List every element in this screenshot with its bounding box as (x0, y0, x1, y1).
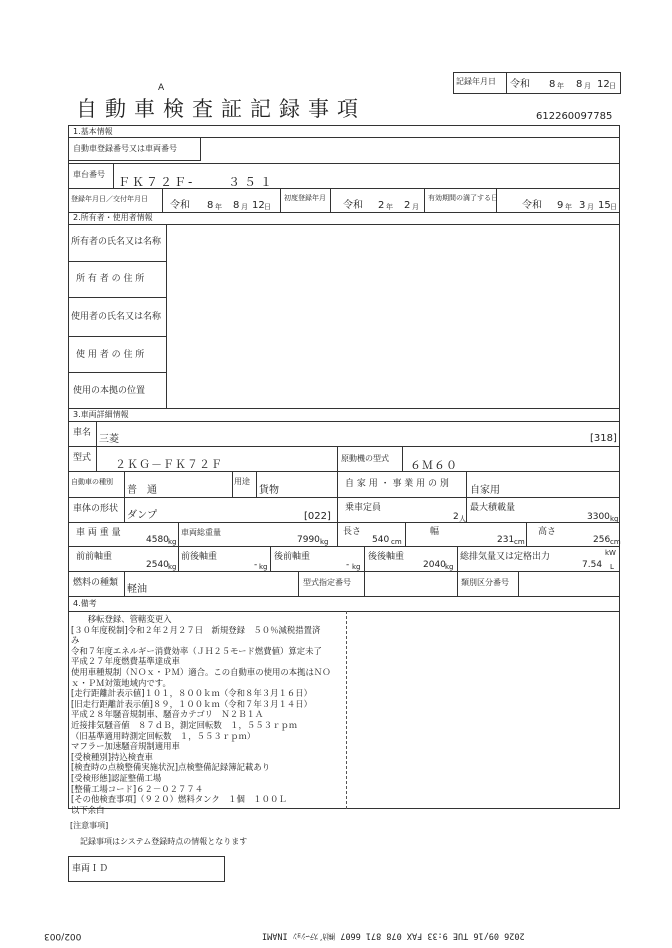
remarks-line: [整備工場コード]６２－０２７７４ (71, 783, 204, 794)
engine-model-value: ６Ｍ６０ (410, 459, 458, 472)
vehicle-weight-label: 車 両 重 量 (76, 528, 121, 538)
rear-front-axle-value: - (346, 560, 350, 570)
displacement-label: 総排気量又は定格出力 (460, 552, 551, 562)
make-value: 三菱 (99, 434, 119, 445)
capacity-value: 2 (453, 512, 459, 522)
remarks-line: [３０年度税制]令和２年２月２７日 新規登録 ５０％減税措置済 (71, 624, 321, 635)
owner-name-label: 所有者の氏名又は名称 (71, 237, 162, 247)
record-date-label: 記録年月日 (456, 77, 496, 86)
remarks-line: [旧走行距離計表示値]８９，１００ｋｍ（令和７年３月１４日） (71, 698, 313, 709)
record-date-day: 12 (597, 79, 610, 90)
remarks-line: マフラー加速騒音規制適用車 (71, 741, 180, 752)
notes-label: [注意事項] (70, 821, 109, 830)
remarks-line: [受検種別]持込検査車 (71, 751, 153, 762)
private-business-label: 自 家 用 ・ 事 業 用 の 別 (345, 479, 449, 489)
chassis-number-prefix: ＦＫ７２Ｆ- (118, 175, 195, 189)
remarks-line: ｘ・ＰＭ対策地域内です。 (71, 677, 171, 688)
front-rear-axle-label: 前後軸重 (181, 552, 218, 562)
rear-rear-axle-label: 後後軸重 (368, 552, 405, 562)
owner-address-label: 所 有 者 の 住 所 (76, 274, 145, 284)
body-shape-label: 車体の形状 (73, 504, 119, 514)
document-number: 612260097785 (536, 111, 613, 122)
vehicle-kind-label: 自動車の種別 (71, 478, 113, 486)
engine-model-label: 原動機の型式 (341, 454, 389, 463)
model-value: ２ＫＧ－ＦＫ７２Ｆ (115, 458, 223, 471)
remarks-line: （旧基準適用時測定回転数 １，５５３ｒｐｍ） (71, 730, 256, 741)
user-name-label: 使用者の氏名又は名称 (71, 312, 162, 322)
section-remarks: 4.備考 (73, 599, 97, 608)
private-business-value: 自家用 (470, 485, 500, 496)
corner-mark: A (158, 83, 165, 93)
expiry-date-era: 令和 (522, 200, 542, 211)
model-label: 型式 (73, 453, 92, 463)
front-rear-axle-value: - (254, 560, 258, 570)
remarks-line: 平成２８年騒音規制車、騒音カテゴリ Ｎ２Ｂ１Ａ (71, 709, 264, 720)
front-front-axle-value: 2540 (146, 560, 169, 570)
fuel-type-value: 軽油 (127, 584, 147, 595)
body-shape-value: ダンプ (127, 510, 158, 521)
registration-number-label: 自動車登録番号又は車両番号 (73, 144, 177, 153)
page-title: 自動車検査証記録事項 (76, 97, 366, 121)
front-front-axle-label: 前前軸重 (76, 552, 113, 562)
height-value: 256 (593, 535, 611, 545)
expiry-date-label: 有効期間の満了する日 (428, 194, 498, 202)
make-code: [318] (590, 433, 617, 444)
remarks-line: 使用車種規制（ＮＯｘ・ＰＭ）適合。この自動車の使用の本拠はＮＯ (71, 666, 331, 677)
issue-date-era: 令和 (170, 200, 190, 211)
vehicle-kind-value: 普 通 (127, 485, 157, 496)
max-load-value: 3300 (587, 512, 610, 522)
gross-weight-label: 車両総重量 (181, 528, 221, 537)
remarks-line: 以下余白 (71, 804, 105, 815)
rear-rear-axle-value: 2040 (423, 560, 446, 570)
length-value: 540 (372, 535, 390, 545)
remarks-line: [走行距離計表示値]１０１，８００ｋｍ（令和８年３月１６日） (71, 688, 313, 699)
fuel-type-label: 燃料の種類 (73, 578, 119, 588)
record-date-year: 8 (549, 79, 556, 90)
classification-label: 類別区分番号 (461, 578, 509, 587)
width-label: 幅 (430, 527, 440, 537)
remarks-line: [受検形態]認証整備工場 (71, 772, 162, 783)
remarks-line: [その他検査事項]（９２０）燃料タンク １個 １００Ｌ (71, 794, 287, 805)
rear-front-axle-label: 後前軸重 (274, 552, 311, 562)
vehicle-weight-value: 4580 (146, 535, 169, 545)
remarks-list (71, 614, 331, 815)
gross-weight-value: 7990 (297, 535, 320, 545)
make-label: 車名 (73, 428, 92, 438)
record-date-era: 令和 (510, 79, 530, 90)
length-label: 長さ (343, 527, 362, 537)
use-label: 用途 (234, 477, 250, 486)
fax-page-number: 002/003 (44, 931, 82, 941)
remarks-line: 移転登録、管轄変更入 (71, 614, 172, 624)
body-shape-code: [022] (304, 511, 331, 522)
section-basic-info: 1.基本情報 (73, 127, 113, 136)
max-load-label: 最大積載量 (470, 503, 516, 513)
remarks-line: 近接排気騒音値 ８７ｄＢ，測定回転数 １，５５３ｒｐｍ (71, 719, 298, 730)
remarks-line: [検査時の点検整備実施状況]点検整備記録簿記載あり (71, 762, 271, 773)
first-registration-era: 令和 (343, 200, 363, 211)
type-designation-label: 型式指定番号 (303, 578, 351, 587)
issue-date-label: 登録年月日／交付年月日 (71, 195, 148, 203)
displacement-value: 7.54 (582, 560, 603, 570)
capacity-label: 乗車定員 (345, 503, 382, 513)
width-value: 231 (497, 535, 515, 545)
vehicle-id-label: 車両ＩＤ (72, 864, 109, 874)
remarks-line: み (71, 635, 80, 646)
remarks-line: 令和７年度エネルギー消費効率（ＪＨ２５モード燃費値）算定未了 (71, 645, 322, 656)
chassis-number-label: 車台番号 (73, 170, 105, 179)
record-date-month: 8 (576, 79, 583, 90)
fax-header-line: 2026 09/16 TUE 9:33 FAX 078 871 6607 ㈱ｶﾞｽﾃｰｼｮﾝ INAMI (262, 930, 525, 941)
remarks-line: 平成２７年度燃費基準達成車 (71, 656, 180, 667)
use-value: 貨物 (259, 485, 279, 496)
section-vehicle-details: 3.車両詳細情報 (73, 410, 129, 419)
height-label: 高さ (538, 527, 557, 537)
base-location-label: 使用の本拠の位置 (73, 386, 146, 396)
user-address-label: 使 用 者 の 住 所 (76, 350, 145, 360)
chassis-number-value: ３５１ (228, 175, 277, 189)
notes-text: 記録事項はシステム登録時点の情報となります (80, 837, 248, 846)
first-registration-label: 初度登録年月 (284, 194, 326, 202)
section-owner-info: 2.所有者・使用者情報 (73, 213, 153, 222)
